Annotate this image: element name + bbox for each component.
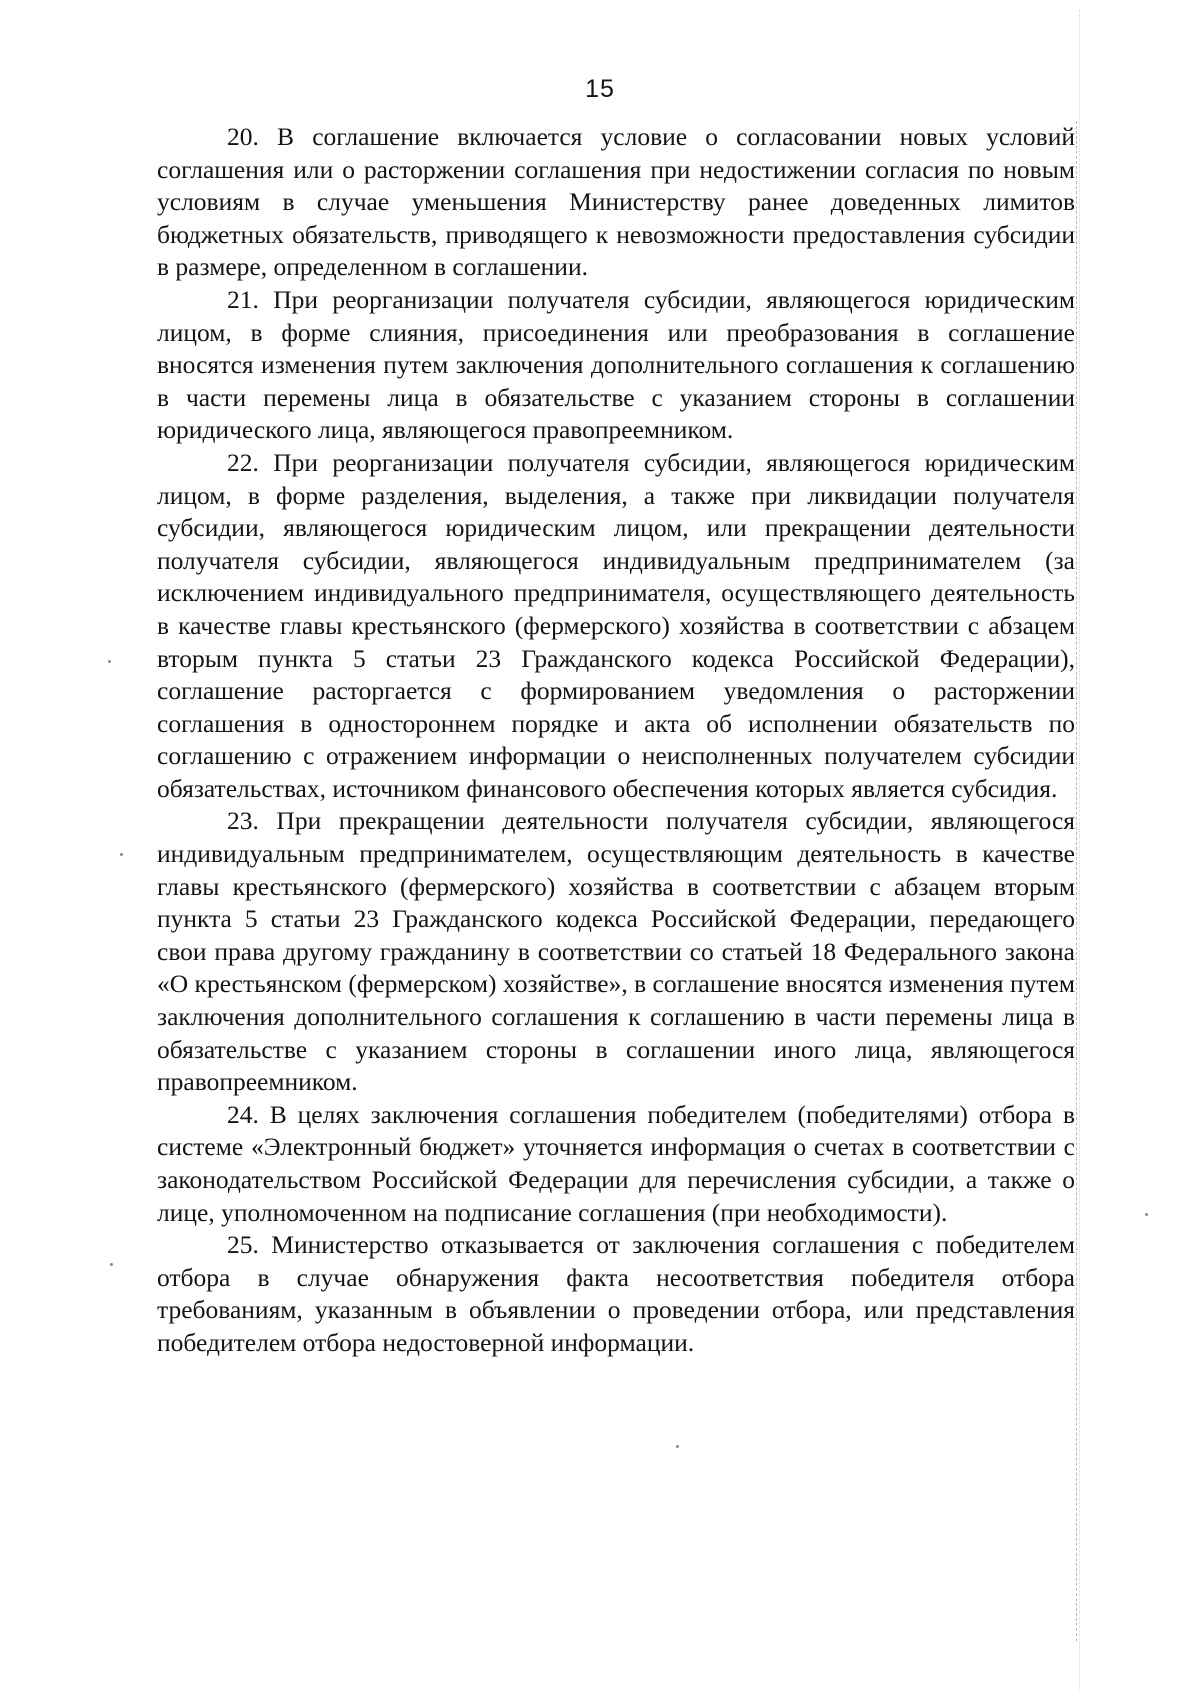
scan-speck: [110, 1263, 113, 1266]
page-number: 15: [585, 75, 615, 103]
scan-margin-line: [1076, 121, 1077, 1641]
paragraph-24: 24. В целях заключения соглашения победителем (победителями) отбора в системе «Электронный бюджет» уточняется информация о счетах в соответствии с законодательством Российской Федерации для перечисления субсидии, а также о лице, уполномоченном на подписание соглашения (при необходимости).: [157, 1099, 1075, 1227]
scan-speck: [108, 660, 111, 663]
document-body: [157, 121, 1075, 1360]
paragraph-20: 20. В соглашение включается условие о согласовании новых условий соглашения или о расторжении соглашения при недостижении согласия по новым условиям в случае уменьшения Министерству ранее доведенных лимитов бюджетных обязательств, приводящего к невозможности предоставления субсидии в размере, определенном в соглашении.: [157, 122, 1075, 282]
paragraph-22: 22. При реорганизации получателя субсидии, являющегося юридическим лицом, в форме разделения, выделения, а также при ликвидации получателя субсидии, являющегося юридическим лицом, или прекращении деятельности получателя субсидии, являющегося индивидуальным предпринимателем (за исключением индивидуального предпринимателя, осуществляющего деятельность в качестве главы крестьянского (фермерского) хозяйства в соответствии с абзацем вторым пункта 5 статьи 23 Гражданского кодекса Российской Федерации), соглашение расторгается с формированием уведомления о расторжении соглашения в одностороннем порядке и акта об исполнении обязательств по соглашению с отражением информации о неисполненных получателем субсидии обязательствах, источником финансового обеспечения которых является субсидия.: [157, 447, 1075, 803]
paragraph-25: 25. Министерство отказывается от заключения соглашения с победителем отбора в случае обнаружения факта несоответствия победителя отбора требованиям, указанным в объявлении о проведении отбора, или представления победителем отбора недостоверной информации.: [157, 1230, 1075, 1357]
scan-speck: [676, 1445, 679, 1448]
scan-speck: [120, 853, 123, 856]
paragraph-23: 23. При прекращении деятельности получателя субсидии, являющегося индивидуальным предпринимателем, осуществляющим деятельность в качестве главы крестьянского (фермерского) хозяйства в соответствии с абзацем вторым пункта 5 статьи 23 Гражданского кодекса Российской Федерации, передающего свои права другому гражданину в соответствии со статьей 18 Федерального закона «О крестьянском (фермерском) хозяйстве», в соглашение вносятся изменения путем заключения дополнительного соглашения к соглашению в части перемены лица в обязательстве с указанием стороны в соглашении иного лица, являющегося правопреемником.: [157, 806, 1075, 1097]
scan-speck: [1145, 1213, 1148, 1216]
paragraph-21: 21. При реорганизации получателя субсидии, являющегося юридическим лицом, в форме слияния, присоединения или преобразования в соглашение вносятся изменения путем заключения дополнительного соглашения к соглашению в части перемены лица в обязательстве с указанием стороны в соглашении юридического лица, являющегося правопреемником.: [157, 284, 1075, 445]
scan-edge-line: [1079, 10, 1080, 1690]
